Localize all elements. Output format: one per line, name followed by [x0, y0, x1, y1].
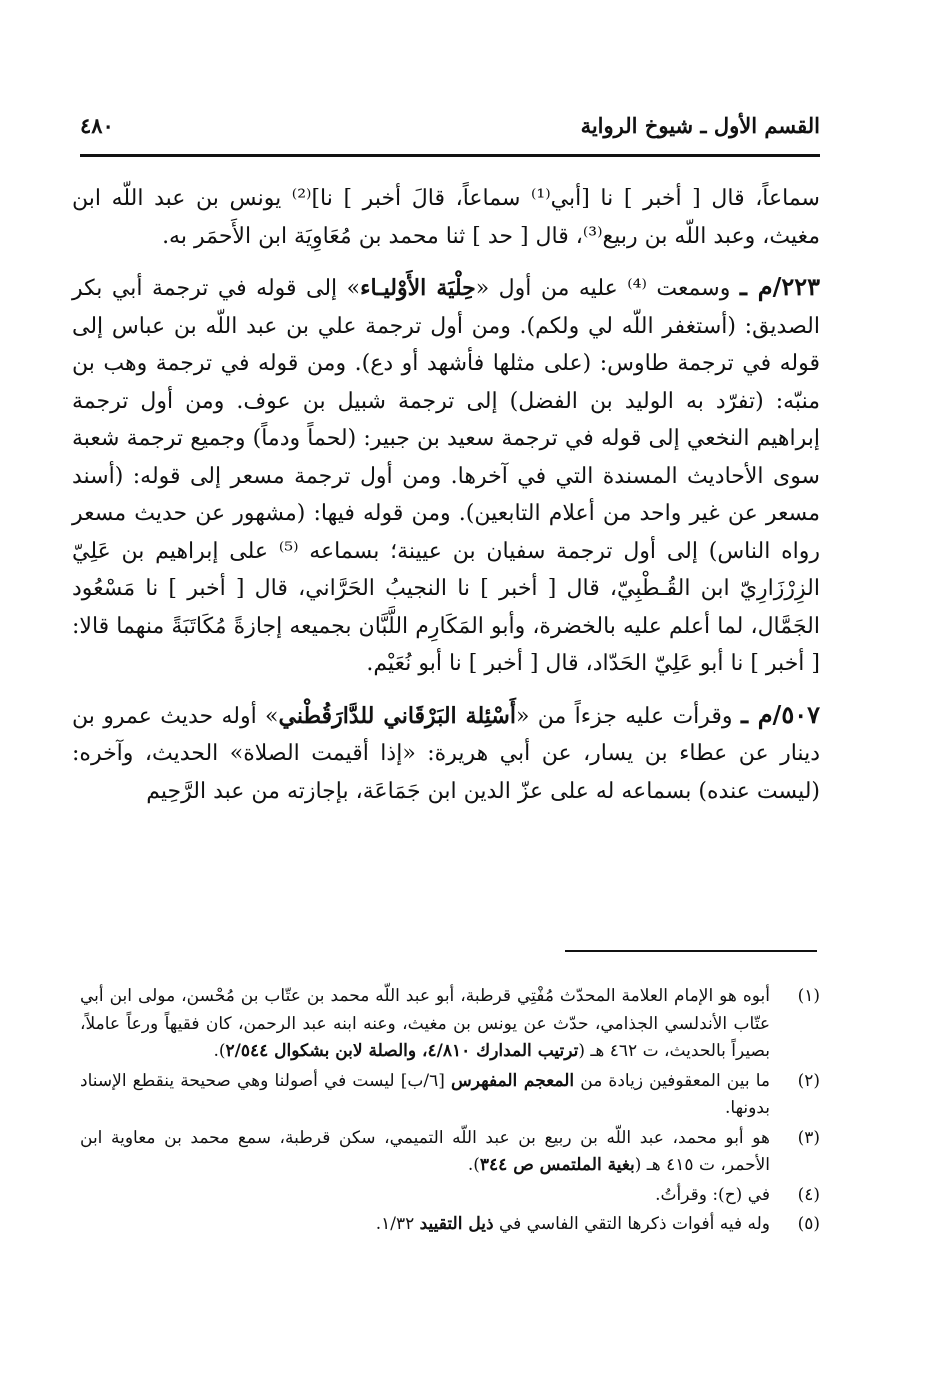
footnote-text	[80, 1182, 770, 1210]
footnote-reference: بغية الملتمس ص ٣٤٤	[479, 1155, 635, 1175]
book-title: حِلْيَة الأَوْليـاء	[360, 275, 476, 301]
footnote-number: (٣)	[797, 1127, 820, 1148]
continuation-paragraph: سماعاً، قال [ أخبر ] نا [أبي⁽¹⁾ سماعاً، قالَ أخبر ] نا]⁽²⁾ يونس بن عبد اللّه ابن مغيث، وعبد اللّه بن ربيع⁽³⁾، قال [ حد ] ثنا محمد بن مُعَاوِيَة ابن الأَحمَر به.	[72, 186, 820, 249]
footnote-reference: ذيل التقييد	[419, 1214, 494, 1234]
main-text	[72, 180, 820, 810]
footnote-text-part: وله فيه أفوات ذكرها التقي الفاسي في	[493, 1214, 770, 1234]
footnote-number: (١)	[797, 986, 820, 1006]
footnote-4	[80, 1182, 820, 1210]
footnote-2	[80, 1068, 820, 1123]
entry-number: ٥٠٧/م ـ	[740, 699, 820, 729]
footnote-text-part: أبوه هو الإمام العلامة المحدّث مُفْتِي قرطبة، أبو عبد اللّه محمد بن عتّاب بن مُحْسن، مولى ابن أبي عتّاب الأندلسي الجذامي، حدّث عن يونس بن مغيث، وعنه ابنه عبد الرحمن، كان فقيهاً ورعاً عاملاً، بصيراً بالحديث، ت ٤٦٢ هـ (	[80, 986, 770, 1061]
footnote-text-part: ١/٣٢.	[375, 1214, 420, 1234]
entry-number: ٢٢٣/م ـ	[739, 272, 821, 301]
running-title: القسم الأول ـ شيوخ الرواية	[580, 112, 820, 138]
footnote-text-part: هو أبو محمد، عبد اللّه بن ربيع بن عبد اللّه التميمي، سكن قرطبة، سمع محمد بن معاوية ابن الأحمر، ت ٤١٥ هـ (	[80, 1127, 770, 1175]
page-header	[80, 108, 820, 142]
entry-223	[72, 268, 820, 683]
footnote-1	[80, 983, 820, 1066]
footnote-text-part: ما بين المعقوفين زيادة من	[574, 1070, 770, 1091]
page-number: ٤٨٠	[80, 112, 114, 138]
footnote-text-part: ).	[467, 1155, 480, 1175]
footnote-reference: المعجم المفهرس	[450, 1070, 575, 1091]
footnotes	[80, 983, 820, 1241]
footnote-number: (٥)	[797, 1214, 820, 1234]
footnote-number: (٤)	[797, 1184, 820, 1205]
footnote-text	[80, 983, 770, 1066]
footnote-text	[80, 1211, 770, 1239]
book-title: أَسْئِلة البَرْقَاني للدَّارَقُطْني	[278, 702, 516, 729]
footnote-reference: ترتيب المدارك ٤/٨١٠، والصلة لابن بشكوال ٢/٥٤٤	[225, 1041, 579, 1061]
footnote-number: (٢)	[797, 1070, 820, 1091]
footnote-3	[80, 1125, 820, 1180]
footnote-5	[80, 1211, 820, 1239]
entry-text-start: وسمعت ⁽⁴⁾ عليه من أول «	[475, 276, 731, 301]
entry-text-rest: » إلى قوله في ترجمة أبي بكر الصديق: (أستغفر اللّه لي ولكم). ومن أول ترجمة علي بن عبد اللّه بن عباس إلى قوله في ترجمة طاوس: (على مثلها فأشهد أو دع). ومن قوله في ترجمة وهب بن منبّه: (تفرّد به الوليد بن الفضل) إلى ترجمة شبيل بن عوف. ومن أول ترجمة إبراهيم النخعي إلى قوله في ترجمة سعيد بن جبير: (لحماً ودماً) وجميع ترجمة شعبة سوى الأحاديث المسندة التي في آخرها. ومن أول ترجمة مسعر إلى قوله: (أسند مسعر عن غير واحد من أعلام التابعين). ومن قوله فيها: (مشهور عن حديث مسعر رواه الناس) إلى أول ترجمة سفيان بن عيينة؛ بسماعه ⁽⁵⁾ على إبراهيم بن عَلِيّ الزِرْزَارِيّ ابن القُـطْبِيّ، قال [ أخبر ] نا النجيبُ الحَرَّاني، قال [ أخبر ] نا مَسْعُود الجَمَّال، لما أعلم عليه بالخضرة، وأبو المَكَارِم اللَّبَّان بجميعه إجازةً مُكَاتَبَةً منهما قالا: [ أخبر ] نا أبو عَلِيّ الحَدّاد، قال [ أخبر ] نا أبو نُعَيْم.	[72, 276, 820, 676]
footnote-text-part: ).	[213, 1041, 226, 1061]
footnote-text-part: في (ح): وقرأتُ.	[655, 1184, 770, 1205]
entry-text-start: وقرأت عليه جزءاً من «	[515, 703, 733, 729]
header-divider	[80, 154, 820, 157]
footnote-divider	[565, 950, 817, 952]
footnote-text	[80, 1125, 770, 1180]
footnote-text	[80, 1068, 770, 1123]
footnote-text-part: [٦/ب] ليست في أصولنا وهي صحيحة ينقطع الإسناد بدونها.	[80, 1070, 770, 1118]
entry-507	[72, 696, 820, 811]
entry-text-rest: » أوله حديث عمرو بن دينار عن عطاء بن يسار، عن أبي هريرة: «إذا أقيمت الصلاة» الحديث، وآخره: (ليست عنده) بسماعه له على عزّ الدين ابن جَمَاعَة، بإجازته من عبد الرَّحِيم	[72, 703, 820, 804]
